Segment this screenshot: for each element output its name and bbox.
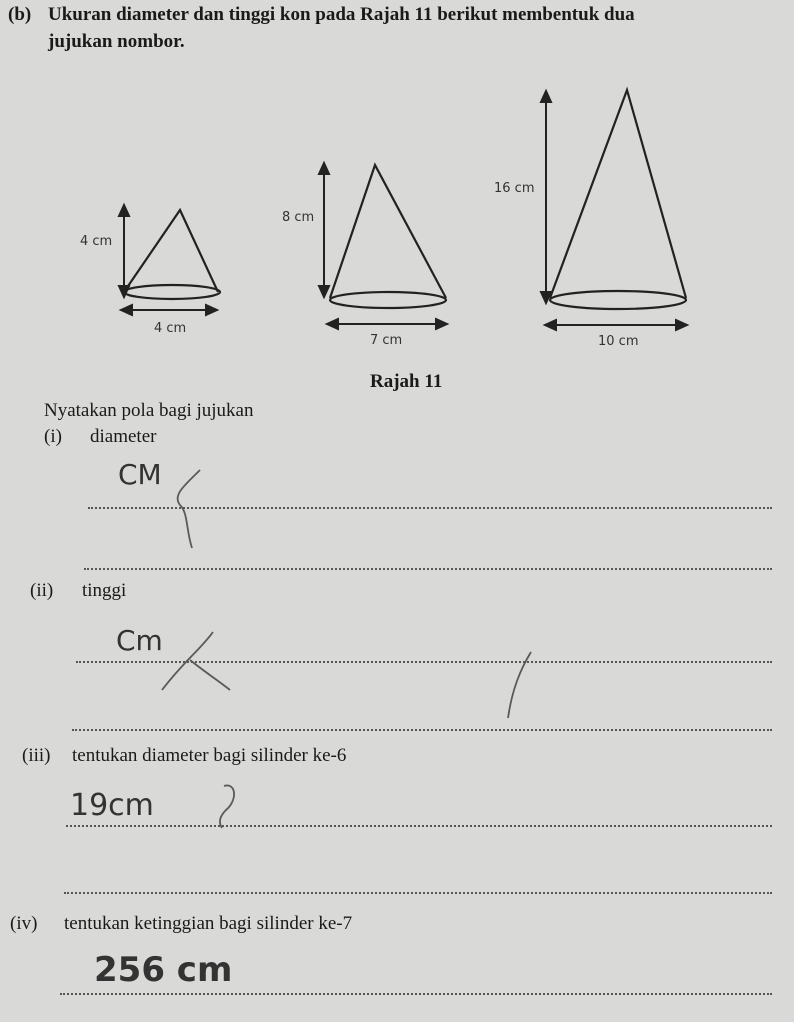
cone-1-diameter-arrow (121, 305, 217, 315)
tick-mark-i (178, 470, 200, 548)
answer-ii-handwritten: Cm (116, 624, 163, 657)
answer-line-ii-1 (76, 661, 772, 663)
answer-line-i-2 (84, 568, 772, 570)
subq-iii-text: tentukan diameter bagi silinder ke-6 (72, 745, 347, 766)
cone-3-height-arrow (541, 91, 551, 303)
subq-iv-text: tentukan ketinggian bagi silinder ke-7 (64, 913, 353, 934)
subq-ii-text: tinggi (82, 580, 127, 601)
subq-ii-label: (ii) (30, 580, 54, 601)
cone-2-height-label: 8 cm (282, 210, 315, 225)
cone-1-height-label: 4 cm (80, 234, 113, 249)
answer-line-iii-1 (66, 825, 772, 827)
cone-2-diameter-arrow (327, 319, 447, 329)
subq-iii-label: (iii) (22, 745, 51, 766)
cone-3 (550, 90, 686, 309)
answer-line-i-1 (88, 507, 772, 509)
figure-caption: Rajah 11 (370, 371, 443, 392)
cone-2-diameter-label: 7 cm (370, 333, 403, 348)
question-line-1: Ukuran diameter dan tinggi kon pada Rajah 11 berikut membentuk dua (48, 4, 635, 25)
answer-i-handwritten: CM (118, 458, 162, 491)
cone-3-diameter-arrow (545, 320, 687, 330)
answer-line-ii-2 (72, 729, 772, 731)
cone-2-height-arrow (319, 163, 329, 297)
subq-iv-label: (iv) (10, 913, 38, 934)
cone-3-diameter-label: 10 cm (598, 334, 639, 349)
cone-2 (330, 165, 446, 308)
question-line-2: jujukan nombor. (48, 31, 185, 52)
prompt-text: Nyatakan pola bagi jujukan (44, 400, 254, 421)
answer-iii-handwritten: 19cm (70, 788, 154, 823)
cone-1-height-arrow (119, 205, 129, 297)
cone-1 (124, 210, 220, 299)
answer-line-iv-1 (60, 993, 772, 995)
part-label: (b) (8, 4, 32, 25)
subq-i-text: diameter (90, 426, 157, 447)
cone-3-height-label: 16 cm (494, 181, 535, 196)
answer-iv-handwritten: 256 cm (94, 950, 233, 990)
subq-i-label: (i) (44, 426, 62, 447)
question-mark-iii (220, 785, 234, 828)
cone-1-diameter-label: 4 cm (154, 321, 187, 336)
answer-line-iii-2 (64, 892, 772, 894)
